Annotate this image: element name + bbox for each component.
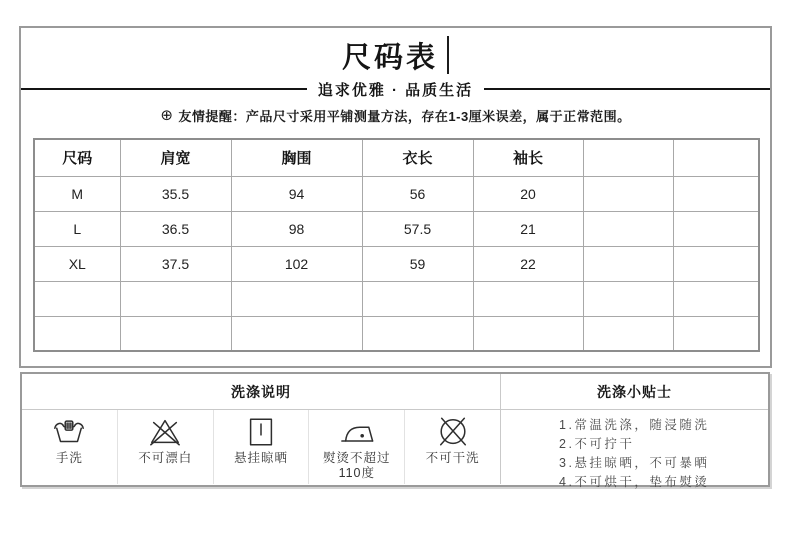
column-header: 衣长 <box>362 139 473 176</box>
table-cell: XL <box>34 246 120 281</box>
care-panel-body <box>22 410 768 489</box>
table-cell: 37.5 <box>120 246 231 281</box>
table-cell <box>583 176 673 211</box>
care-tip: 1.常温洗涤，随浸随洗 <box>559 418 710 432</box>
table-cell: M <box>34 176 120 211</box>
iron-max-110-icon <box>340 415 374 449</box>
care-panel <box>20 372 770 487</box>
care-symbol-label: 熨烫不超过 <box>323 451 391 465</box>
care-symbol-hand-wash <box>22 410 118 484</box>
care-symbol-hang-dry <box>214 410 310 484</box>
care-symbol-label: 手洗 <box>55 451 83 465</box>
title-divider-bar <box>447 36 449 74</box>
title-row <box>21 34 770 76</box>
table-cell <box>583 211 673 246</box>
table-cell: 59 <box>362 246 473 281</box>
care-instructions-header <box>22 374 501 409</box>
table-cell: 57.5 <box>362 211 473 246</box>
table-cell: 20 <box>473 176 583 211</box>
table-cell: 102 <box>231 246 362 281</box>
column-header: 肩宽 <box>120 139 231 176</box>
care-tip: 2.不可拧干 <box>559 437 635 451</box>
subtitle-row <box>21 80 770 98</box>
table-cell <box>120 316 231 351</box>
table-cell <box>362 281 473 316</box>
no-bleach-icon <box>148 415 182 449</box>
table-cell <box>231 316 362 351</box>
notice-text: 友情提醒：产品尺寸采用平铺测量方法，存在1-3厘米误差，属于正常范围。 <box>178 108 631 124</box>
care-instructions-title: 洗涤说明 <box>231 383 291 400</box>
care-tips-header <box>501 374 768 409</box>
care-symbol-sublabel: 110度 <box>338 466 375 480</box>
table-cell: L <box>34 211 120 246</box>
care-symbols-strip <box>22 410 501 484</box>
table-cell <box>473 281 583 316</box>
table-row <box>34 176 759 211</box>
care-symbol-label: 不可漂白 <box>138 451 193 465</box>
table-cell <box>473 316 583 351</box>
table-cell <box>673 211 759 246</box>
subtitle-left-line <box>21 88 307 90</box>
table-cell: 22 <box>473 246 583 281</box>
hand-wash-icon <box>52 415 86 449</box>
column-header: 胸围 <box>231 139 362 176</box>
care-tips-title: 洗涤小贴士 <box>597 383 672 400</box>
table-row <box>34 316 759 351</box>
table-cell <box>673 316 759 351</box>
care-symbol-label: 不可干洗 <box>425 451 480 465</box>
subtitle-text: 追求优雅 · 品质生活 <box>317 81 474 99</box>
table-cell <box>673 281 759 316</box>
table-cell <box>673 176 759 211</box>
table-cell: 98 <box>231 211 362 246</box>
size-chart-frame <box>19 26 772 368</box>
table-cell: 21 <box>473 211 583 246</box>
table-row <box>34 281 759 316</box>
column-header <box>673 139 759 176</box>
table-row <box>34 246 759 281</box>
page-title: 尺码表 <box>341 41 438 74</box>
care-tip: 3.悬挂晾晒，不可暴晒 <box>559 456 710 470</box>
circled-plus-icon: ⊕ <box>160 106 174 124</box>
notice-row <box>21 107 770 123</box>
table-cell <box>34 281 120 316</box>
table-cell <box>673 246 759 281</box>
hang-dry-icon <box>244 415 278 449</box>
table-cell <box>362 316 473 351</box>
care-symbol-no-bleach <box>118 410 214 484</box>
table-cell: 56 <box>362 176 473 211</box>
subtitle-right-line <box>484 88 770 90</box>
table-cell <box>34 316 120 351</box>
size-table-header-row <box>34 139 759 176</box>
care-symbol-no-dry-clean <box>405 410 500 484</box>
no-dry-clean-icon <box>436 415 470 449</box>
size-table <box>33 138 760 352</box>
care-tips-list <box>501 410 768 489</box>
table-cell <box>120 281 231 316</box>
table-cell: 36.5 <box>120 211 231 246</box>
column-header <box>583 139 673 176</box>
table-cell <box>231 281 362 316</box>
column-header: 袖长 <box>473 139 583 176</box>
table-cell <box>583 281 673 316</box>
care-tip: 4.不可烘干，垫布熨烫 <box>559 475 710 489</box>
column-header: 尺码 <box>34 139 120 176</box>
table-row <box>34 211 759 246</box>
care-panel-header <box>22 374 768 410</box>
table-cell <box>583 316 673 351</box>
table-cell <box>583 246 673 281</box>
table-cell: 35.5 <box>120 176 231 211</box>
table-cell: 94 <box>231 176 362 211</box>
care-symbol-iron-max-110 <box>309 410 405 484</box>
care-symbol-label: 悬挂晾晒 <box>233 451 288 465</box>
